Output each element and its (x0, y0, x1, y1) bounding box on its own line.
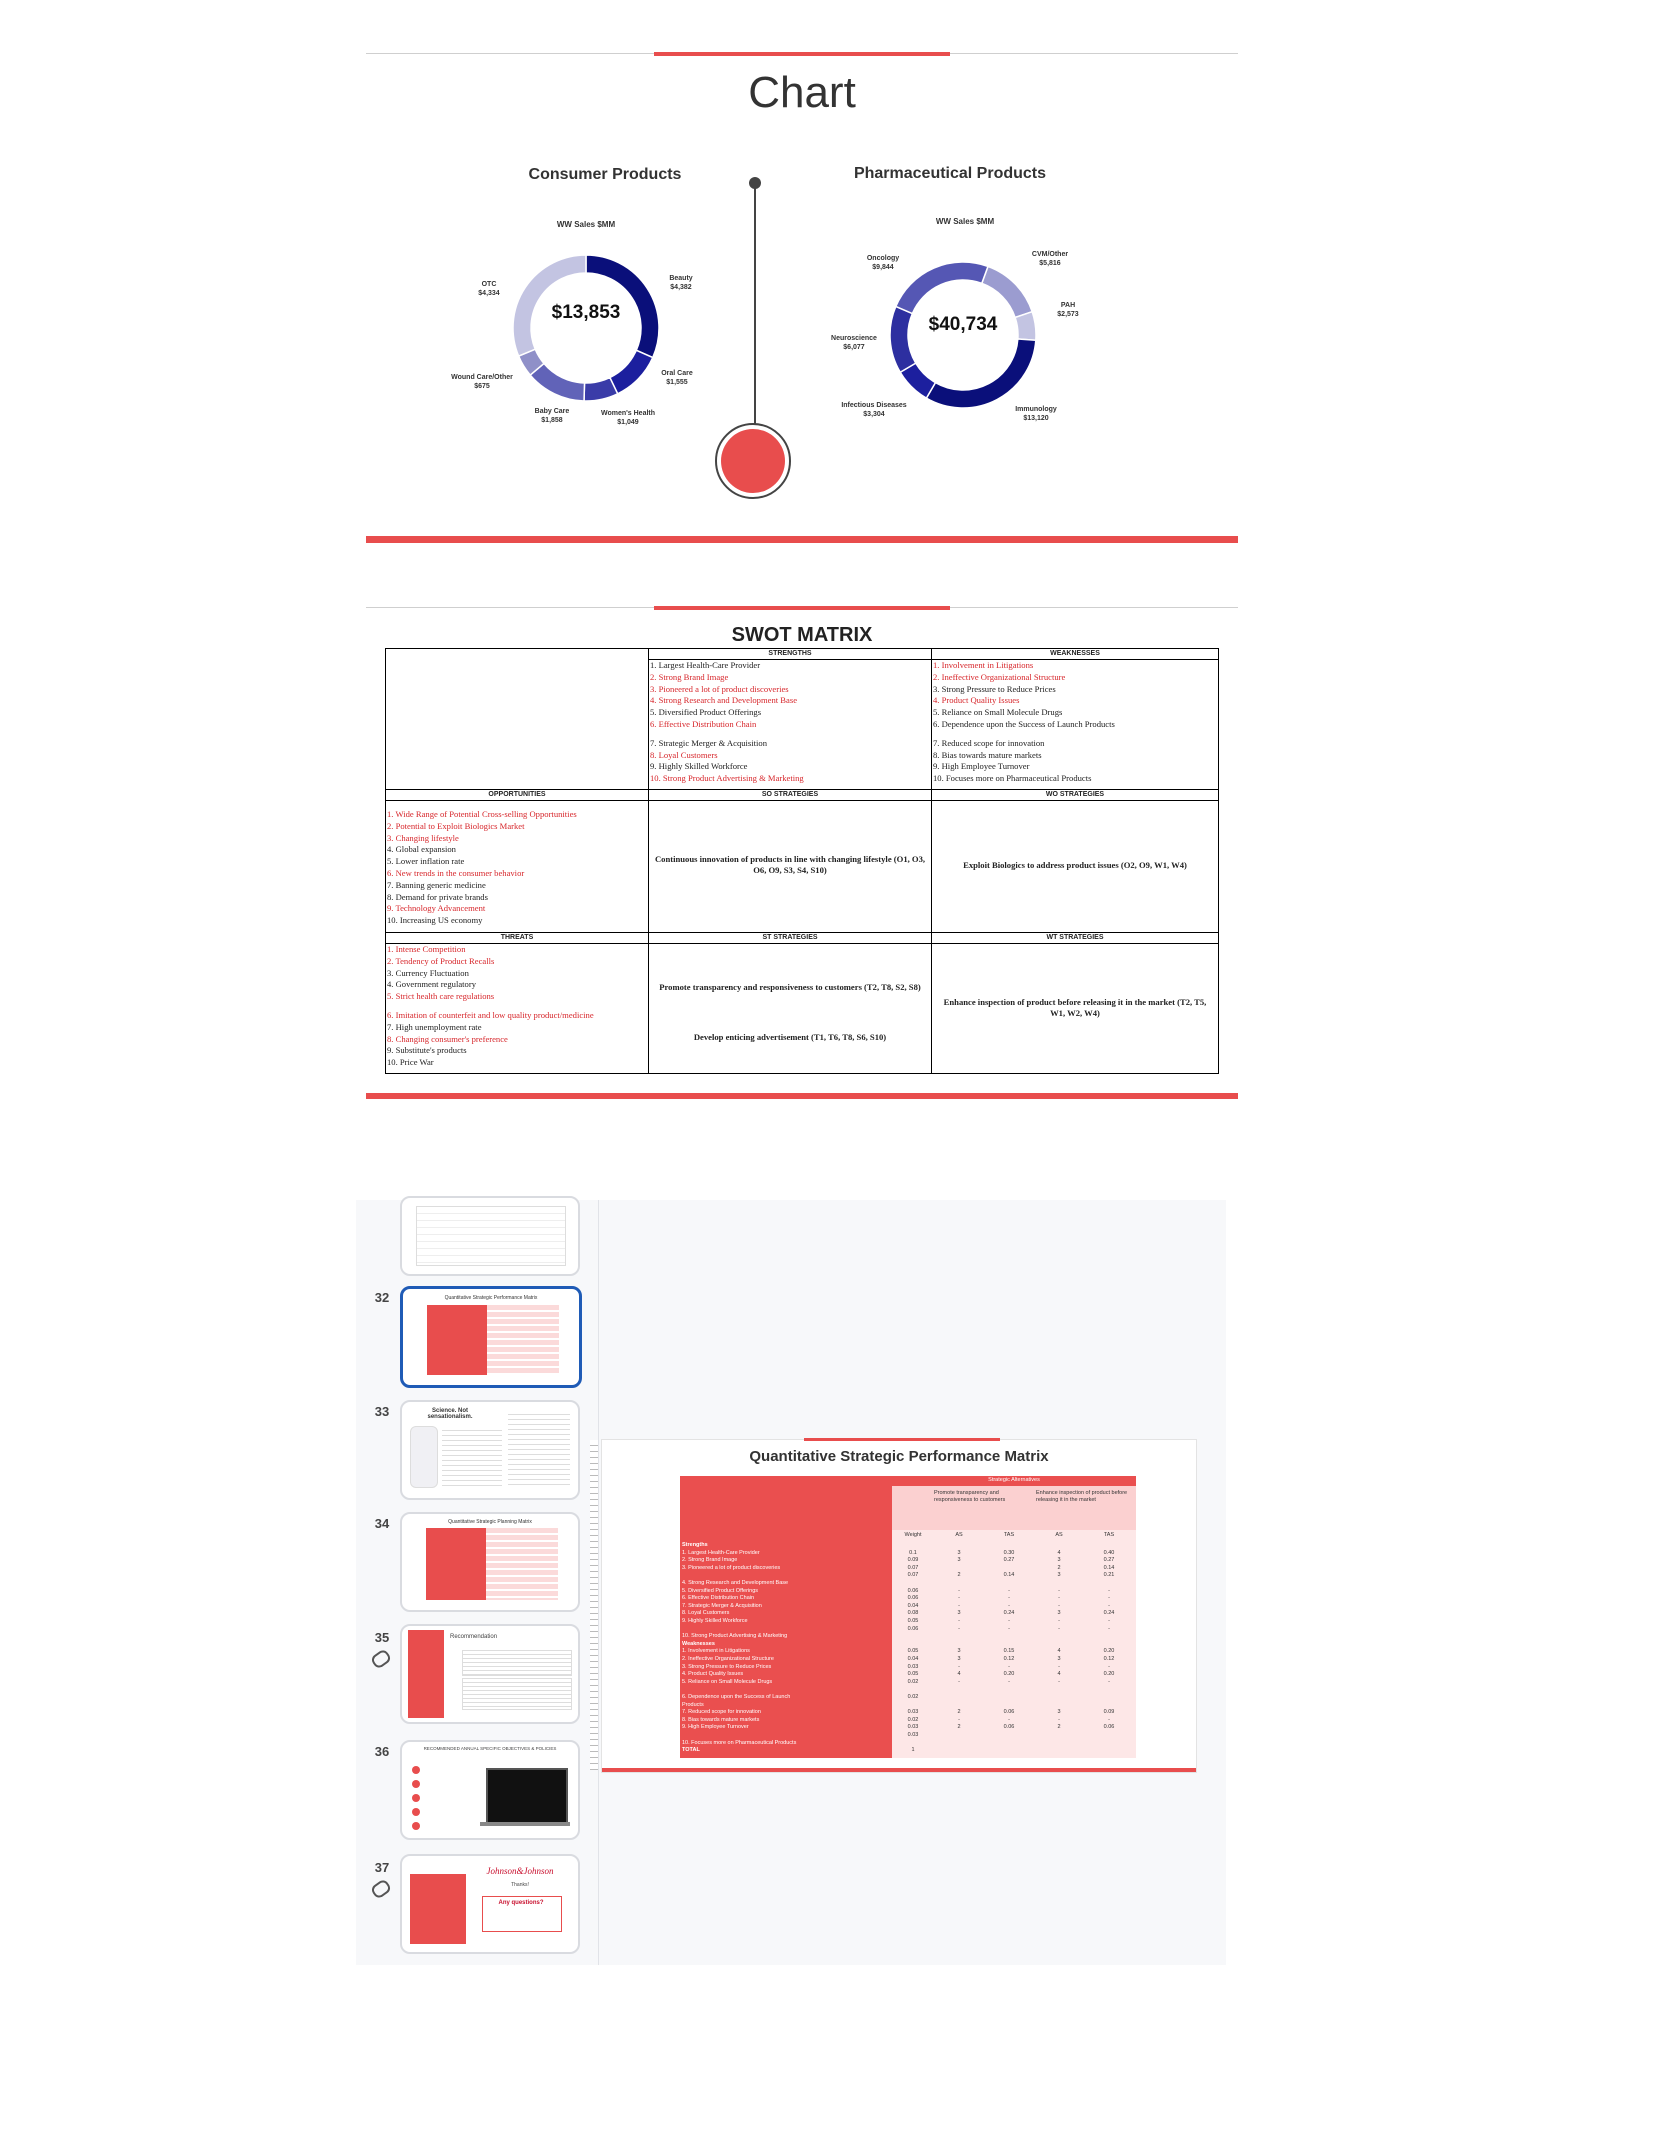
qspm-cell-t2: - (1108, 1663, 1110, 1670)
slide-number-35: 35 (374, 1630, 390, 1645)
qspm-row-label: 9. Highly Skilled Workforce (682, 1618, 748, 1624)
qspm-cell-a1: 2 (957, 1724, 961, 1731)
qspm-cell-t2: 0.40 (1103, 1549, 1115, 1556)
swot-list-item: 6. Effective Distribution Chain (650, 718, 757, 729)
qspm-cell-a1: - (958, 1663, 960, 1670)
pharma-chart-title: Pharmaceutical Products (853, 165, 1047, 182)
thumb-32-title: Quantitative Strategic Performance Matrix (444, 1295, 538, 1301)
slide-thumbnail-37[interactable] (400, 1854, 580, 1954)
swot-wt-strategy: Enhance inspection of product before releasing it in the market (T2, T5, W1, W2, W4) (943, 997, 1207, 1018)
swot-list-item (387, 1003, 647, 1010)
qspm-cell-w: 0.04 (907, 1602, 919, 1609)
timeline-dot (749, 177, 761, 189)
qspm-row-label: 8. Loyal Customers (682, 1610, 730, 1617)
qspm-row-label: Products (682, 1701, 704, 1708)
qspm-cell-a1: - (958, 1625, 960, 1632)
swot-so-strategy: Continuous innovation of products in line with changing lifestyle (O1, O3, O6, O9, S3, S4, S10) (654, 854, 926, 875)
qspm-cell-t1: 0.30 (1003, 1549, 1015, 1556)
swot-list-item: 4. Product Quality Issues (933, 695, 1020, 706)
swot-list-item: 7. High unemployment rate (387, 1021, 482, 1032)
slide-thumbnail-31[interactable] (400, 1196, 580, 1276)
pharma-label-pah: PAH $2,573 (1057, 302, 1079, 318)
pharma-label-oncology: Oncology $9,844 (866, 255, 900, 271)
slide-thumbnail-32[interactable] (400, 1286, 582, 1388)
donut-slice-neuroscience (890, 306, 916, 372)
slide-number-37: 37 (374, 1860, 390, 1875)
qspm-cell-a1: - (958, 1618, 960, 1624)
qspm-row-label: Weaknesses (682, 1640, 715, 1647)
consumer-label-wound-care: Wound Care/Other $675 (451, 374, 513, 390)
qspm-cell-t1: - (1008, 1663, 1010, 1670)
donut-slice-oral-care (610, 350, 653, 394)
donut-slice-cvm-other (982, 266, 1032, 317)
swot-list-item: 7. Strategic Merger & Acquisition (650, 737, 768, 748)
qspm-cell-a2: 3 (1057, 1557, 1061, 1564)
qspm-cell-t2: - (1108, 1602, 1110, 1609)
swot-list-item: 10. Strong Product Advertising & Marketing (650, 773, 804, 784)
swot-list-item: 7. Banning generic medicine (387, 879, 486, 890)
donut-slice-pah (1015, 312, 1036, 341)
qspm-cell-a2: 2 (1057, 1724, 1061, 1731)
qspm-cell-t1: - (1008, 1595, 1010, 1602)
swot-header-opportunities: OPPORTUNITIES (386, 790, 648, 801)
qspm-cell-w: 0.02 (907, 1678, 919, 1685)
qspm-alt1-label: Promote transparency and responsiveness to customers (934, 1490, 1006, 1503)
swot-list-item: 5. Reliance on Small Molecule Drugs (933, 707, 1063, 718)
swot-header-threats: THREATS (386, 933, 648, 944)
swot-list-item: 4. Strong Research and Development Base (650, 695, 798, 706)
sidebar-divider (598, 1200, 599, 1965)
swot-list-item (650, 731, 930, 738)
swot-list-item: 5. Lower inflation rate (387, 856, 465, 867)
qspm-cell-a1: 3 (957, 1656, 961, 1662)
swot-wo-strategy: Exploit Biologics to address product issues (O2, O9, W1, W4) (963, 860, 1187, 870)
qspm-row-label: 2. Strong Brand Image (682, 1557, 738, 1564)
qspm-col-tas2: TAS (1103, 1532, 1115, 1538)
swot-list-item: 5. Strict health care regulations (387, 991, 495, 1002)
thumb-35-title: Recommendation (450, 1634, 498, 1640)
thumb-36-title: RECOMMENDED ANNUAL SPECIFIC OBJECTIVES & POLICIES (423, 1746, 557, 1751)
qspm-cell-t1: 0.06 (1003, 1724, 1015, 1731)
slide-thumbnail-35[interactable] (400, 1624, 580, 1724)
qspm-cell-t1: 0.20 (1003, 1671, 1015, 1678)
consumer-chart-subtitle: WW Sales $MM (556, 220, 616, 229)
qspm-cell-t2: 0.09 (1103, 1709, 1115, 1716)
qspm-cell-a2: 2 (1057, 1564, 1061, 1571)
qspm-cell-a2: 4 (1057, 1648, 1061, 1655)
consumer-donut-chart (511, 253, 661, 403)
qspm-cell-w: 0.05 (907, 1671, 919, 1678)
qspm-cell-t1: - (1008, 1678, 1010, 1685)
qspm-cell-a2: - (1058, 1663, 1060, 1670)
qspm-cell-t2: 0.12 (1103, 1656, 1115, 1662)
pharma-label-infectious-diseases: Infectious Diseases $3,304 (841, 402, 907, 418)
qspm-cell-a2: - (1058, 1625, 1060, 1632)
thumb-37-logo: Johnson&Johnson (486, 1866, 554, 1876)
swot-list-item: 9. Highly Skilled Workforce (650, 761, 748, 772)
consumer-label-baby-care: Baby Care $1,858 (534, 408, 570, 424)
slide1-bottom-bar (366, 536, 1238, 543)
qspm-cell-a1: - (958, 1602, 960, 1609)
swot-list-item: 5. Diversified Product Offerings (650, 707, 762, 718)
qspm-cell-t2: - (1108, 1587, 1110, 1594)
swot-list-item: 4. Global expansion (387, 844, 456, 855)
qspm-cell-a2: - (1058, 1587, 1060, 1594)
qspm-cell-a1: 3 (957, 1557, 961, 1564)
timeline-connector (754, 184, 756, 424)
slide-thumbnail-33[interactable] (400, 1400, 580, 1500)
qspm-cell-t2: - (1108, 1618, 1110, 1624)
qspm-cell-w: 0.02 (907, 1694, 919, 1700)
qspm-cell-w: 0.09 (907, 1557, 919, 1564)
qspm-row-label: 1. Largest Health-Care Provider (682, 1549, 760, 1556)
qspm-cell-a1: 2 (957, 1572, 961, 1579)
qspm-row-label: 4. Strong Research and Development Base (682, 1580, 789, 1586)
qspm-row-label: 4. Product Quality Issues (682, 1671, 744, 1678)
swot-header-wt: WT STRATEGIES (932, 933, 1218, 944)
qspm-row-label: 5. Diversified Product Offerings (682, 1587, 759, 1594)
qspm-cell-t1: 0.12 (1003, 1656, 1015, 1662)
qspm-row-label: 6. Effective Distribution Chain (682, 1595, 755, 1602)
qspm-col-as2: AS (1055, 1532, 1063, 1538)
qspm-cell-a2: - (1058, 1602, 1060, 1609)
swot-header-so: SO STRATEGIES (649, 790, 931, 801)
qspm-cell-t2: 0.20 (1103, 1671, 1115, 1678)
thumb-34-title: Quantitative Strategic Planning Matrix (448, 1519, 532, 1525)
slide-number-32: 32 (374, 1290, 390, 1305)
qspm-row-label: 7. Strategic Merger & Acquisition (682, 1602, 762, 1609)
swot-list-item: 6. New trends in the consumer behavior (387, 867, 525, 878)
swot-threats-list (387, 944, 647, 1072)
qspm-cell-w: 0.06 (907, 1595, 919, 1602)
swot-list-item: 9. Technology Advancement (387, 903, 486, 914)
qspm-cell-t1: - (1008, 1602, 1010, 1609)
slide2-title: SWOT MATRIX (731, 624, 873, 646)
swot-weaknesses-list (933, 660, 1217, 788)
qspm-cell-w: 0.05 (907, 1618, 919, 1624)
qspm-cell-w: 0.04 (907, 1656, 919, 1662)
qspm-row-label: Strengths (682, 1542, 708, 1548)
swot-st-strategy-2: Develop enticing advertisement (T1, T6, T8, S6, S10) (693, 1032, 887, 1042)
qspm-cell-t1: 0.15 (1003, 1648, 1015, 1655)
consumer-donut-total: $13,853 (551, 302, 621, 323)
qspm-row-label: 8. Bias towards mature markets (682, 1716, 760, 1723)
donut-slice-immunology (926, 339, 1035, 408)
qspm-row-label: 2. Ineffective Organizational Structure (682, 1656, 774, 1662)
qspm-cell-a2: - (1058, 1678, 1060, 1685)
qspm-cell-w: 0.06 (907, 1587, 919, 1594)
qspm-cell-t1: 0.14 (1003, 1572, 1015, 1579)
qspm-cell-w: 0.1 (909, 1549, 917, 1556)
qspm-cell-t1: - (1008, 1587, 1010, 1594)
qspm-cell-w: 1 (911, 1747, 915, 1754)
swot-list-item: 1. Involvement in Litigations (933, 660, 1034, 670)
qspm-cell-t2: 0.24 (1103, 1610, 1115, 1617)
swot-list-item: 8. Changing consumer's preference (387, 1033, 508, 1044)
qspm-row-label: 9. High Employee Turnover (682, 1724, 749, 1731)
qspm-strategic-alternatives: Strategic Alternatives (988, 1477, 1040, 1483)
qspm-row-label (680, 1732, 892, 1740)
swot-list-item: 2. Tendency of Product Recalls (387, 955, 495, 966)
qspm-cell-a1: - (958, 1678, 960, 1685)
qspm-row-label: 3. Strong Pressure to Reduce Prices (682, 1663, 772, 1670)
swot-header-weaknesses: WEAKNESSES (932, 649, 1218, 660)
qspm-cell-w: 0.03 (907, 1724, 919, 1731)
consumer-label-womens-health: Women's Health $1,049 (600, 410, 656, 426)
qspm-cell-a2: - (1058, 1716, 1060, 1723)
qspm-cell-t2: - (1108, 1625, 1110, 1632)
qspm-cell-t1: 0.27 (1003, 1557, 1015, 1564)
qspm-cell-w: 0.03 (907, 1732, 919, 1738)
editor-slide-title-accent (804, 1438, 1000, 1441)
qspm-row-label (680, 1626, 892, 1634)
qspm-row-label: 5. Reliance on Small Molecule Drugs (682, 1678, 773, 1685)
swot-list-item: 6. Dependence upon the Success of Launch Products (933, 718, 1115, 729)
qspm-cell-t2: 0.06 (1103, 1724, 1115, 1731)
swot-list-item: 4. Government regulatory (387, 979, 477, 990)
swot-list-item: 2. Potential to Exploit Biologics Market (387, 820, 525, 831)
qspm-cell-a1: 3 (957, 1648, 961, 1655)
qspm-cell-a2: 4 (1057, 1549, 1061, 1556)
qspm-row-label: TOTAL (682, 1747, 700, 1754)
qspm-row-label: 6. Dependence upon the Success of Launch (682, 1694, 791, 1700)
pharma-donut-total: $40,734 (928, 314, 998, 335)
qspm-cell-w: 0.07 (907, 1564, 919, 1571)
qspm-cell-a2: - (1058, 1618, 1060, 1624)
qspm-cell-w: 0.03 (907, 1709, 919, 1716)
swot-list-item: 8. Demand for private brands (387, 891, 488, 902)
qspm-cell-t1: 0.06 (1003, 1709, 1015, 1716)
slide-thumbnail-36[interactable] (400, 1740, 580, 1840)
qspm-cell-t1: - (1008, 1716, 1010, 1723)
qspm-alt2-label: Enhance inspection of product before releasing it in the market (1036, 1490, 1128, 1503)
swot-list-item: 6. Imitation of counterfeit and low quality product/medicine (387, 1009, 594, 1020)
qspm-cell-a2: 3 (1057, 1656, 1061, 1662)
consumer-label-beauty: Beauty $4,382 (669, 275, 693, 291)
qspm-row-label (680, 1686, 892, 1694)
qspm-cell-t1: - (1008, 1618, 1010, 1624)
slide-thumbnail-34[interactable] (400, 1512, 580, 1612)
qspm-cell-a1: 2 (957, 1709, 961, 1716)
swot-list-item: 1. Wide Range of Potential Cross-selling Opportunities (387, 809, 577, 819)
consumer-chart-title: Consumer Products (528, 166, 682, 183)
swot-list-item: 8. Loyal Customers (650, 749, 718, 760)
slide2-bottom-bar (366, 1093, 1238, 1099)
swot-list-item: 3. Pioneered a lot of product discoveries (650, 683, 789, 694)
swot-matrix (385, 648, 1219, 1074)
editor-ruler (590, 1440, 598, 1770)
swot-list-item: 10. Increasing US economy (387, 915, 483, 926)
swot-list-item: 1. Largest Health-Care Provider (650, 660, 761, 670)
qspm-cell-a1: - (958, 1595, 960, 1602)
swot-list-item: 9. Substitute's products (387, 1045, 467, 1056)
swot-list-item (933, 731, 1217, 738)
qspm-cell-a2: 3 (1057, 1572, 1061, 1579)
qspm-col-weight: Weight (904, 1532, 922, 1538)
qspm-col-as1: AS (955, 1532, 963, 1538)
qspm-cell-a1: - (958, 1587, 960, 1594)
qspm-cell-w: 0.02 (907, 1716, 919, 1723)
swot-list-item: 7. Reduced scope for innovation (933, 737, 1045, 748)
qspm-cell-a1: 3 (957, 1610, 961, 1617)
slide-number-34: 34 (374, 1516, 390, 1531)
qspm-row-label: 10. Strong Product Advertising & Marketing (682, 1633, 788, 1640)
qspm-cell-a1: - (958, 1716, 960, 1723)
slide1-title: Chart (748, 68, 856, 117)
qspm-cell-a2: - (1058, 1595, 1060, 1602)
qspm-cell-a1: 4 (957, 1671, 961, 1678)
swot-list-item: 3. Changing lifestyle (387, 832, 459, 843)
slide-number-33: 33 (374, 1404, 390, 1419)
qspm-cell-w: 0.03 (907, 1663, 919, 1670)
consumer-label-oral-care: Oral Care $1,555 (661, 370, 693, 386)
qspm-cell-t2: 0.27 (1103, 1557, 1115, 1564)
qspm-cell-t2: 0.14 (1103, 1564, 1115, 1571)
slide2-title-accent (654, 606, 950, 610)
qspm-cell-w: 0.05 (907, 1648, 919, 1655)
swot-list-item: 8. Bias towards mature markets (933, 749, 1042, 760)
qspm-cell-t2: - (1108, 1716, 1110, 1723)
swot-list-item: 10. Focuses more on Pharmaceutical Products (933, 773, 1092, 784)
qspm-cell-t2: 0.20 (1103, 1648, 1115, 1655)
timeline-red-circle-inner (721, 429, 785, 493)
swot-list-item: 10. Price War (387, 1057, 434, 1068)
qspm-cell-w: 0.08 (907, 1610, 919, 1617)
swot-strengths-list (650, 660, 930, 788)
qspm-cell-a2: 3 (1057, 1610, 1061, 1617)
pharma-label-immunology: Immunology $13,120 (1015, 406, 1057, 422)
swot-header-strengths: STRENGTHS (649, 649, 931, 660)
consumer-label-otc: OTC $4,334 (478, 281, 500, 297)
qspm-cell-t2: - (1108, 1595, 1110, 1602)
swot-header-st: ST STRATEGIES (649, 933, 931, 944)
swot-list-item: 3. Currency Fluctuation (387, 967, 469, 978)
qspm-row-label: 10. Focuses more on Pharmaceutical Products (682, 1739, 797, 1746)
qspm-row-label: 7. Reduced scope for innovation (682, 1709, 761, 1716)
pharma-label-cvm-other: CVM/Other $5,816 (1031, 251, 1069, 267)
qspm-cell-t1: 0.24 (1003, 1610, 1015, 1617)
editor-slide-title: Quantitative Strategic Performance Matrix (749, 1448, 1049, 1465)
thumb-33-title: Science. Not sensationalism. (427, 1408, 473, 1420)
swot-list-item: 2. Strong Brand Image (650, 671, 729, 682)
slide-number-36: 36 (374, 1744, 390, 1759)
qspm-cell-t2: - (1108, 1678, 1110, 1685)
swot-list-item: 3. Strong Pressure to Reduce Prices (933, 683, 1056, 694)
qspm-cell-w: 0.06 (907, 1625, 919, 1632)
qspm-row-label (680, 1572, 892, 1580)
thumb-37-questions: Any questions? (498, 1900, 544, 1906)
slide1-title-accent (654, 52, 950, 56)
swot-list-item: 9. High Employee Turnover (933, 761, 1030, 772)
pharma-label-neuroscience: Neuroscience $6,077 (831, 335, 877, 351)
qspm-row-label: 1. Involvement in Litigations (682, 1648, 750, 1655)
swot-opportunities-list (387, 809, 647, 931)
swot-list-item: 1. Intense Competition (387, 944, 466, 954)
swot-header-wo: WO STRATEGIES (932, 790, 1218, 801)
swot-st-strategy-1: Promote transparency and responsiveness to customers (T2, T8, S2, S8) (659, 982, 921, 992)
qspm-cell-a2: 3 (1057, 1709, 1061, 1716)
qspm-cell-a1: 3 (957, 1549, 961, 1556)
qspm-row-label: 3. Pioneered a lot of product discoveries (682, 1564, 781, 1571)
qspm-cell-t1: - (1008, 1625, 1010, 1632)
swot-list-item: 2. Ineffective Organizational Structure (933, 671, 1066, 682)
qspm-cell-a2: 4 (1057, 1671, 1061, 1678)
editor-slide-bottom-bar (602, 1768, 1196, 1772)
qspm-cell-t2: 0.21 (1103, 1572, 1115, 1579)
qspm-col-tas1: TAS (1003, 1532, 1015, 1538)
qspm-cell-w: 0.07 (907, 1572, 919, 1579)
thumb-37-thanks: Thanks! (511, 1882, 529, 1888)
pharma-chart-subtitle: WW Sales $MM (935, 217, 995, 226)
